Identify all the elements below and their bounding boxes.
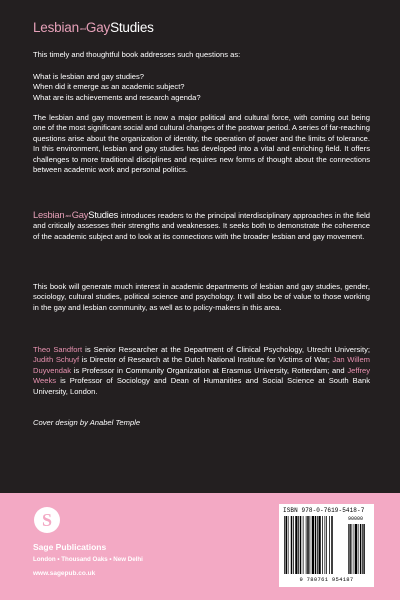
inline-word-lesbian: Lesbian <box>33 209 65 220</box>
sage-logo-icon <box>34 507 60 533</box>
inline-series-logo <box>33 209 118 220</box>
question-item: When did it emerge as an academic subject? <box>33 82 185 92</box>
series-logo <box>33 20 154 35</box>
author-bio: is Professor in Community Organization at Erasmus University, Rotterdam; and <box>71 365 348 375</box>
question-item: What is lesbian and gay studies? <box>33 72 145 81</box>
paragraph-introduces <box>33 210 370 242</box>
barcode-digits: 9 780761 954187 <box>299 576 354 583</box>
series-word-gay: Gay <box>85 20 111 35</box>
cover-design-credit: Cover design by Anabel Temple <box>33 418 141 427</box>
author-name: Jeffrey Weeks <box>33 365 370 386</box>
isbn-number: ISBN 978-0-7619-5418-7 <box>283 507 365 514</box>
publisher-name: Sage Publications <box>33 542 107 552</box>
inline-word-studies: Studies <box>88 209 119 220</box>
barcode-bars-icon <box>283 516 347 574</box>
series-word-and: and <box>79 25 86 31</box>
question-item: What are its achievements and research agenda? <box>33 92 201 102</box>
paragraph-movement: The lesbian and gay movement is now a major political and cultural force, with coming out being one of the most significant social and cultural changes of the postwar period. A series of far-reaching questions arise about the organization of identity, the operation of power and the limits of tolerance. In this environment, lesbian and gay studies has developed into a vital and enriching field. It offers challenges to more traditional disciplines and requires new forms of thought about the connections between academic work and personal politics. <box>33 113 370 175</box>
inline-word-and: and <box>65 214 71 218</box>
series-word-lesbian: Lesbian <box>33 20 79 35</box>
author-name: Judith Schuyf <box>33 355 80 365</box>
barcode-addon-digits: 90000 <box>348 516 364 522</box>
publisher-band <box>0 493 400 600</box>
author-bio: is Professor of Sociology and Dean of Humanities and Social Science at South Bank University, London. <box>33 376 370 396</box>
inline-word-gay: Gay <box>71 209 89 220</box>
author-bio: is Director of Research at the Dutch National Institute for Victims of War; <box>79 355 333 365</box>
author-bio: is Senior Researcher at the Department of Clinical Psychology, Utrecht University; <box>82 345 370 354</box>
paragraph-introduces-text: introduces readers to the principal interdisciplinary approaches in the field and critically assesses their strengths and weaknesses. It seeks both to demonstrate the coherence of the academic subject and to look at its connections with the broader lesbian and gay movement. <box>33 211 370 241</box>
paragraph-audience: This book will generate much interest in academic departments of lesbian and gay studies, gender, sociology, cultural studies, political science and psychology. It will also be of value to those working in the gay and lesbian community, as well as to policy-makers in this area. <box>33 282 370 312</box>
series-word-studies: Studies <box>110 20 154 35</box>
author-name: Theo Sandfort <box>33 345 83 354</box>
intro-text: This timely and thoughtful book addresses such questions as: <box>33 50 241 59</box>
question-list <box>33 72 370 103</box>
publisher-cities: London • Thousand Oaks • New Delhi <box>33 556 143 563</box>
barcode-addon-bars-icon <box>348 524 370 574</box>
publisher-website: www.sagepub.co.uk <box>33 570 96 577</box>
paragraph-authors <box>33 345 370 397</box>
barcode <box>279 504 374 587</box>
author-name: Jan Willem Duyvendak <box>33 355 370 375</box>
sage-logo-letter: S <box>41 510 52 530</box>
